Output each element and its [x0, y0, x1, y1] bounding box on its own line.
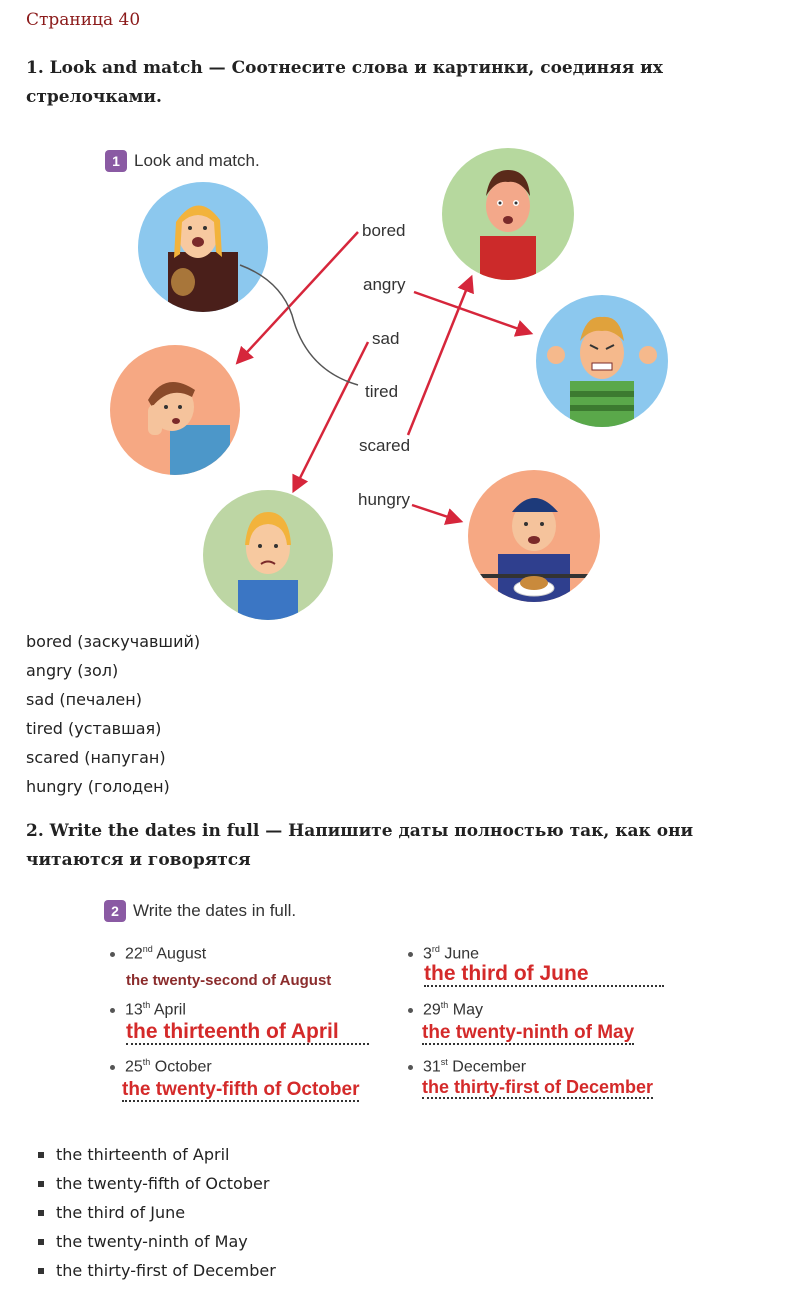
answer-line: angry (зол) — [26, 661, 119, 680]
date-item: 31st December — [408, 1057, 526, 1076]
task2-title-text: Write the dates in full. — [133, 901, 297, 920]
date-answer-example: the twenty-second of August — [126, 972, 332, 989]
task2-badge: 2 — [104, 900, 126, 922]
answer-line: scared (напуган) — [26, 748, 166, 767]
date-answer: the thirteenth of April — [126, 1021, 369, 1045]
task1-title-text: Look and match. — [134, 151, 260, 170]
word-sad: sad — [372, 329, 400, 348]
word-angry: angry — [363, 275, 406, 294]
answer-line: bored (заскучавший) — [26, 632, 201, 651]
list-item: the thirteenth of April — [38, 1140, 276, 1169]
date-item: 25th October — [110, 1057, 212, 1076]
word-bored: bored — [362, 221, 406, 240]
date-item: 13th April — [110, 1000, 186, 1019]
date-answer: the thirty-first of December — [422, 1077, 654, 1097]
task2-title — [104, 900, 296, 922]
arrow-angry — [414, 292, 530, 333]
look-and-match-figure — [100, 140, 700, 610]
dates-figure — [96, 890, 696, 1120]
word-tired: tired — [365, 382, 399, 401]
answer-line: sad (печален) — [26, 690, 142, 709]
date-item: 29th May — [408, 1000, 483, 1019]
arrow-hungry — [412, 505, 460, 521]
word-scared: scared — [359, 436, 411, 455]
date-item: 22nd August — [110, 944, 206, 963]
date-answer: the third of June — [424, 963, 664, 987]
arrow-sad — [294, 342, 368, 490]
task1-badge: 1 — [105, 150, 127, 172]
answer-line: tired (уставшая) — [26, 719, 162, 738]
word-hungry: hungry — [358, 490, 410, 509]
date-answer: the twenty-ninth of May — [422, 1022, 635, 1043]
line-tired — [240, 265, 358, 385]
list-item: the thirty-first of December — [38, 1256, 276, 1285]
task2-answers-list — [38, 1140, 276, 1285]
task1-heading: 1. Look and match — Соотнесите слова и картинки, соединяя их стрелочками. — [26, 58, 663, 107]
date-item: 3rd June — [408, 944, 479, 963]
date-answer: the twenty-fifth of October — [122, 1079, 360, 1100]
task1-answers — [26, 627, 200, 801]
arrow-bored — [238, 232, 358, 362]
answer-line: hungry (голоден) — [26, 777, 170, 796]
list-item: the twenty-ninth of May — [38, 1227, 276, 1256]
match-arrows — [100, 140, 700, 610]
list-item: the twenty-fifth of October — [38, 1169, 276, 1198]
task2-heading: 2. Write the dates in full — Напишите даты полностью так, как они читаются и говорятся — [26, 821, 694, 870]
page-number: Страница 40 — [26, 10, 141, 30]
list-item: the third of June — [38, 1198, 276, 1227]
